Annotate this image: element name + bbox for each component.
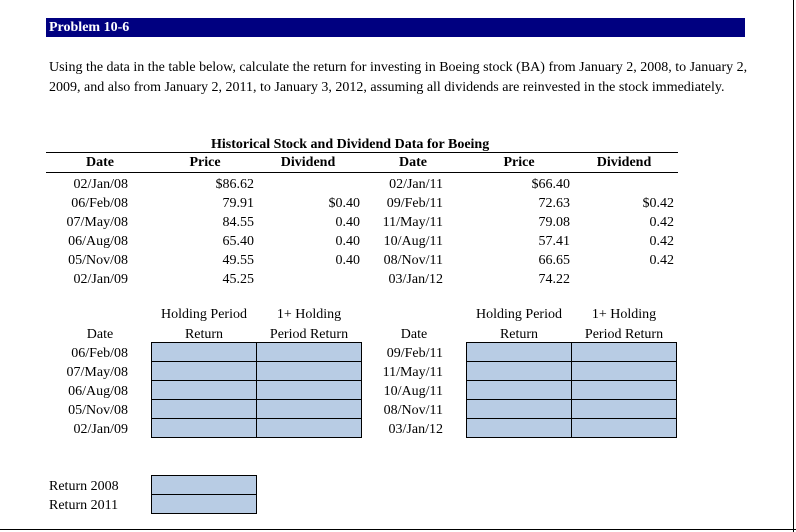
header-date-left: Date <box>86 155 114 170</box>
data-price: 79.08 <box>538 215 570 230</box>
header-date-right: Date <box>399 155 427 170</box>
data-date: 02/Jan/09 <box>73 272 128 287</box>
hpr-input-cell[interactable] <box>151 418 257 438</box>
data-table-title: Historical Stock and Dividend Data for Boeing <box>211 137 490 152</box>
data-date: 02/Jan/08 <box>73 177 128 192</box>
data-date: 06/Aug/08 <box>68 234 128 249</box>
answer-date-left: 06/Aug/08 <box>68 384 128 399</box>
bottom-frame-edge <box>0 529 796 530</box>
return-2008-label: Return 2008 <box>49 479 119 494</box>
answer-date-left: 02/Jan/09 <box>73 422 128 437</box>
data-price: 84.55 <box>222 215 254 230</box>
data-price: 65.40 <box>222 234 254 249</box>
answer-header-hpr-left-2: Return <box>184 327 224 342</box>
instructions-text: Using the data in the table below, calculate the return for investing in Boeing stock (BA) from January 2, 2008, to January 2, 2009, and also from January 2, 2011, to January 3, 2012, assuming all dividends are reinvested in the stock immediately. <box>49 60 748 95</box>
data-dividend: 0.40 <box>335 253 360 268</box>
data-dividend: $0.40 <box>328 196 360 211</box>
answer-date-right: 09/Feb/11 <box>386 346 443 361</box>
table-top-rule <box>46 152 678 153</box>
answer-header-hpr-left-1: Holding Period <box>161 307 247 322</box>
data-date: 05/Nov/08 <box>68 253 128 268</box>
hpr-input-cell[interactable] <box>151 399 257 419</box>
table-header-rule <box>46 172 678 173</box>
data-dividend: 0.40 <box>335 215 360 230</box>
answer-header-oneplus-left-2: Period Return <box>269 327 349 342</box>
data-date: 07/May/08 <box>66 215 128 230</box>
one-plus-hpr-input-cell[interactable] <box>256 418 362 438</box>
answer-date-right: 11/May/11 <box>382 365 443 380</box>
answer-header-oneplus-left-1: 1+ Holding <box>276 307 342 322</box>
answer-date-right: 10/Aug/11 <box>383 384 443 399</box>
header-dividend-right: Dividend <box>596 155 652 170</box>
one-plus-hpr-input-cell[interactable] <box>256 361 362 381</box>
answer-header-date-right: Date <box>400 327 428 342</box>
data-price: 66.65 <box>538 253 570 268</box>
hpr-input-cell[interactable] <box>151 380 257 400</box>
header-dividend-left: Dividend <box>280 155 336 170</box>
answer-header-hpr-right-1: Holding Period <box>476 307 562 322</box>
data-price: 57.41 <box>538 234 570 249</box>
answer-date-right: 03/Jan/12 <box>388 422 443 437</box>
answer-header-oneplus-right-2: Period Return <box>584 327 664 342</box>
data-price: 72.63 <box>538 196 570 211</box>
problem-title-bar <box>46 18 745 37</box>
data-date: 09/Feb/11 <box>386 196 443 211</box>
hpr-input-cell[interactable] <box>151 361 257 381</box>
data-date: 03/Jan/12 <box>388 272 443 287</box>
data-date: 11/May/11 <box>382 215 443 230</box>
answer-date-left: 07/May/08 <box>66 365 128 380</box>
answer-date-left: 06/Feb/08 <box>71 346 128 361</box>
data-date: 02/Jan/11 <box>389 177 443 192</box>
return-2011-label: Return 2011 <box>49 498 119 513</box>
hpr-input-cell[interactable] <box>466 418 572 438</box>
data-price: 49.55 <box>222 253 254 268</box>
data-price: 74.22 <box>538 272 570 287</box>
one-plus-hpr-input-cell[interactable] <box>571 361 677 381</box>
one-plus-hpr-input-cell[interactable] <box>256 380 362 400</box>
data-price: 79.91 <box>222 196 254 211</box>
return-2008-input[interactable] <box>151 475 257 495</box>
one-plus-hpr-input-cell[interactable] <box>256 399 362 419</box>
hpr-input-cell[interactable] <box>466 342 572 362</box>
answer-header-date-left: Date <box>86 327 114 342</box>
return-2011-input[interactable] <box>151 494 257 514</box>
data-dividend: 0.42 <box>649 234 674 249</box>
data-dividend: 0.40 <box>335 234 360 249</box>
one-plus-hpr-input-cell[interactable] <box>571 380 677 400</box>
data-price: $66.40 <box>531 177 570 192</box>
hpr-input-cell[interactable] <box>466 380 572 400</box>
answer-date-left: 05/Nov/08 <box>68 403 128 418</box>
answer-header-hpr-right-2: Return <box>499 327 539 342</box>
data-date: 08/Nov/11 <box>383 253 443 268</box>
answer-header-oneplus-right-1: 1+ Holding <box>591 307 657 322</box>
data-date: 06/Feb/08 <box>71 196 128 211</box>
problem-title: Problem 10-6 <box>49 20 130 35</box>
header-price-right: Price <box>503 155 535 170</box>
data-price: $86.62 <box>215 177 254 192</box>
data-dividend: 0.42 <box>649 253 674 268</box>
data-dividend: $0.42 <box>642 196 674 211</box>
one-plus-hpr-input-cell[interactable] <box>256 342 362 362</box>
answer-date-right: 08/Nov/11 <box>383 403 443 418</box>
one-plus-hpr-input-cell[interactable] <box>571 399 677 419</box>
one-plus-hpr-input-cell[interactable] <box>571 418 677 438</box>
hpr-input-cell[interactable] <box>151 342 257 362</box>
hpr-input-cell[interactable] <box>466 361 572 381</box>
data-dividend: 0.42 <box>649 215 674 230</box>
one-plus-hpr-input-cell[interactable] <box>571 342 677 362</box>
right-frame-edge <box>793 0 794 532</box>
hpr-input-cell[interactable] <box>466 399 572 419</box>
header-price-left: Price <box>189 155 221 170</box>
data-date: 10/Aug/11 <box>383 234 443 249</box>
data-price: 45.25 <box>222 272 254 287</box>
